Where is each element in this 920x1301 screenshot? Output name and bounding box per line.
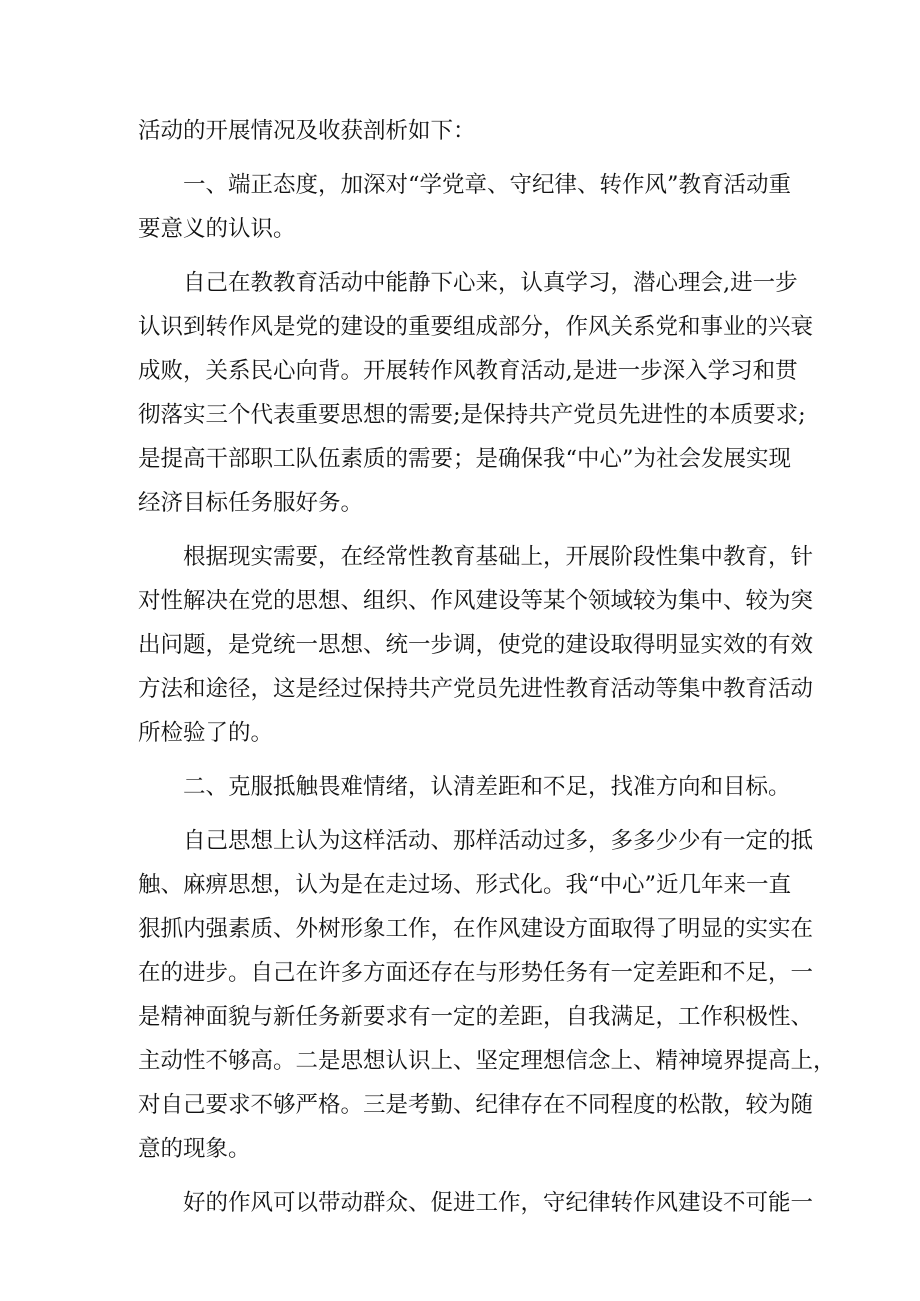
text-line: 在的进步。自己在许多方面还存在与形势任务有一定差距和不足，一 bbox=[138, 960, 814, 986]
text-line: 出问题，是党统一思想、统一步调，使党的建设取得明显实效的有效 bbox=[138, 632, 814, 658]
document-body bbox=[138, 109, 836, 1235]
text-line: 好的作风可以带动群众、促进工作，守纪律转作风建设不可能一 bbox=[183, 1190, 814, 1216]
text-line: 是提高干部职工队伍素质的需要；是确保我“中心”为社会发展实现 bbox=[138, 446, 792, 472]
paragraph bbox=[138, 535, 814, 755]
text-line: 方法和途径，这是经过保持共产党员先进性教育活动等集中教育活动 bbox=[138, 676, 814, 702]
text-line: 成败，关系民心向背。开展转作风教育活动,是进一步深入学习和贯 bbox=[138, 358, 798, 384]
paragraph bbox=[138, 1181, 814, 1225]
text-line: 认识到转作风是党的建设的重要组成部分，作风关系党和事业的兴衰 bbox=[138, 314, 814, 340]
text-line: 主动性不够高。二是思想认识上、坚定理想信念上、精神境界提高上， bbox=[138, 1048, 836, 1074]
text-line: 二、克服抵触畏难情绪，认清差距和不足，找准方向和目标。 bbox=[183, 774, 791, 800]
text-line: 对性解决在党的思想、组织、作风建设等某个领域较为集中、较为突 bbox=[138, 588, 814, 614]
text-line: 根据现实需要，在经常性教育基础上，开展阶段性集中教育，针 bbox=[183, 544, 814, 570]
paragraph bbox=[138, 261, 814, 525]
paragraph bbox=[138, 109, 786, 153]
text-line: 自己思想上认为这样活动、那样活动过多，多多少少有一定的抵 bbox=[183, 828, 814, 854]
text-line: 要意义的认识。 bbox=[138, 216, 296, 242]
text-line: 活动的开展情况及收获剖析如下： bbox=[138, 118, 476, 144]
text-line: 触、麻痹思想，认为是在走过场、形式化。我“中心”近几年来一直 bbox=[138, 872, 792, 898]
text-line: 对自己要求不够严格。三是考勤、纪律存在不同程度的松散，较为随 bbox=[138, 1092, 814, 1118]
text-line: 意的现象。 bbox=[138, 1136, 251, 1162]
text-line: 狠抓内强素质、外树形象工作，在作风建设方面取得了明显的实实在 bbox=[138, 916, 814, 942]
paragraph bbox=[138, 765, 791, 809]
text-line: 经济目标任务服好务。 bbox=[138, 490, 364, 516]
text-line: 一、端正态度，加深对“学党章、守纪律、转作风”教育活动重 bbox=[183, 172, 792, 198]
paragraph bbox=[138, 819, 836, 1171]
paragraph bbox=[138, 163, 792, 251]
text-line: 彻落实三个代表重要思想的需要;是保持共产党员先进性的本质要求; bbox=[138, 402, 806, 428]
text-line: 自己在教教育活动中能静下心来，认真学习，潜心理会,进一步 bbox=[183, 270, 798, 296]
text-line: 所检验了的。 bbox=[138, 720, 274, 746]
text-line: 是精神面貌与新任务新要求有一定的差距，自我满足，工作积极性、 bbox=[138, 1004, 814, 1030]
